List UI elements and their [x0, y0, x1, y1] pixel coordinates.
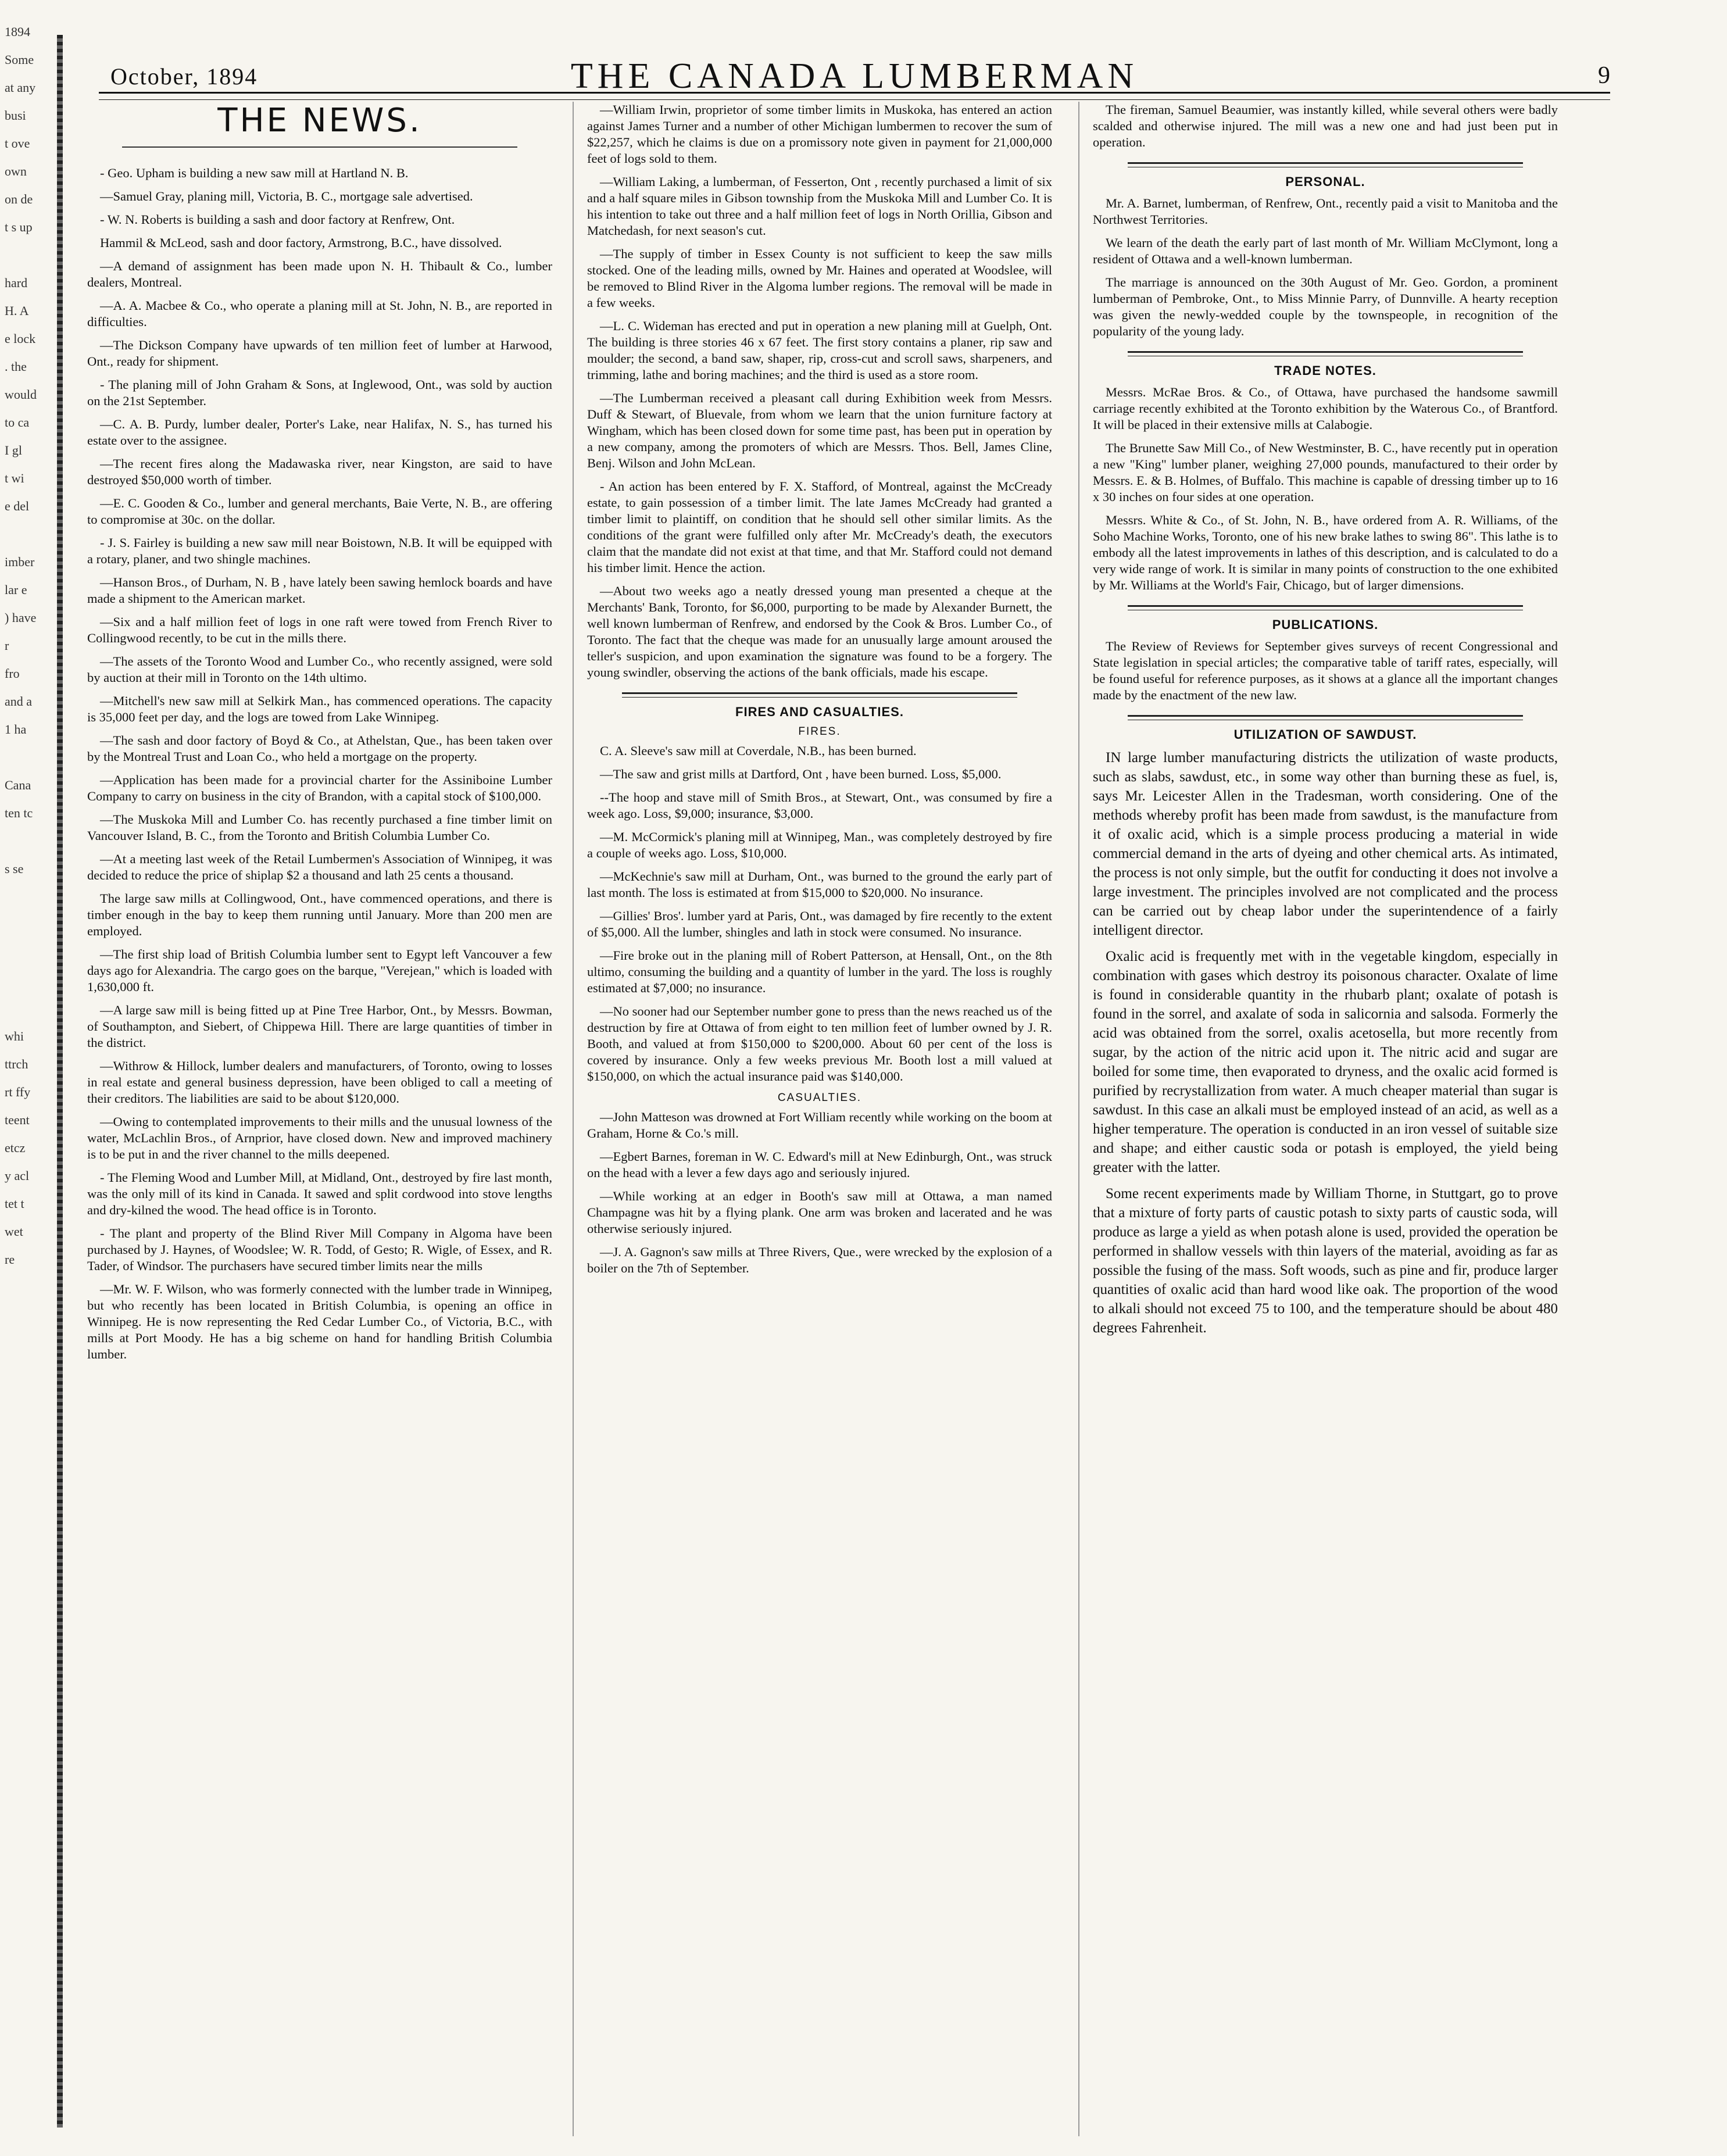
news-item: —The Muskoka Mill and Lumber Co. has recently purchased a fine timber limit on Vancouver Island, B. C., from the Toronto and British Columbia Lumber Co.: [87, 812, 552, 843]
news-item: —The recent fires along the Madawaska river, near Kingston, are said to have destroyed $50,000 worth of timber.: [87, 456, 552, 487]
issue-date: October, 1894: [110, 63, 258, 90]
casualty-item: —While working at an edger in Booth's saw mill at Ottawa, a man named Champagne was hit by a flying plank. One arm was broken and lacerated and he was otherwise seriously injured.: [587, 1189, 1052, 1236]
news-item: - W. N. Roberts is building a sash and door factory at Renfrew, Ont.: [100, 212, 455, 227]
fire-item: —Fire broke out in the planing mill of Robert Patterson, at Hensall, Ont., on the 8th ultimo, consuming the building and a quantity of lumber in the yard. The loss is roughly estimated at $7,000; no insurance.: [587, 948, 1052, 995]
bleed-fragment: y acl: [5, 1168, 30, 1183]
bleed-fragment: I gl: [5, 443, 22, 457]
bleed-fragment: wet: [5, 1224, 23, 1239]
news-item: —Withrow & Hillock, lumber dealers and manufacturers, of Toronto, owing to losses in real estate and general business depression, have been obliged to call a meeting of their creditors. The liabilities are said to be about $120,000.: [87, 1059, 552, 1106]
news-heading: THE NEWS.: [217, 102, 422, 140]
binding-edge: [57, 35, 63, 2128]
news-item: —A. A. Macbee & Co., who operate a planing mill at St. John, N. B., are reported in difficulties.: [87, 298, 552, 329]
article-paragraph: Some recent experiments made by William Thorne, in Stuttgart, go to prove that a mixture of forty parts of caustic potash to sixty parts of caustic soda, will produce as large a yield as when potash alone is used, provided the operation be performed in shallow vessels with thin layers of the material, avoiding as far as possible the fusing of the mass. Soft woods, such as pine and fir, produce larger quantities of oxalic acid than hard wood like oak. The proportion of the wood to alkali should not exceed 75 to 100, and the temperature should be about 480 degrees Fahrenheit.: [1093, 1186, 1558, 1336]
news-item: - J. S. Fairley is building a new saw mill near Boistown, N.B. It will be equipped with a rotary, planer, and two shingle machines.: [87, 535, 552, 566]
fire-item: —Gillies' Bros'. lumber yard at Paris, Ont., was damaged by fire recently to the extent of $5,000. All the lumber, shingles and lath in stock were consumed. No insurance.: [587, 909, 1052, 939]
bleed-fragment: e del: [5, 499, 30, 513]
bleed-fragment: r: [5, 638, 9, 653]
fire-item: —The saw and grist mills at Dartford, Ont , have been burned. Loss, $5,000.: [600, 767, 1002, 781]
bleed-fragment: ttrch: [5, 1057, 28, 1071]
news-item: —C. A. B. Purdy, lumber dealer, Porter's Lake, near Halifax, N. S., has turned his estate over to the assignee.: [87, 417, 552, 448]
page-number: 9: [1598, 62, 1610, 89]
news-item: —Six and a half million feet of logs in one raft were towed from French River to Collingwood recently, to be cut in the mills there.: [87, 614, 552, 645]
fire-item: —No sooner had our September number gone to press than the news reached us of the destruction by fire at Ottawa of from eight to ten million feet of lumber owned by J. R. Booth, and valued at from $150,000 to $200,000. About 60 per cent of the loss is covered by insurance. Only a few weeks previous Mr. Booth lost a mill valued at $150,000, on which the actual insurance paid was $140,000.: [587, 1004, 1052, 1084]
news-items-continued: [587, 102, 1052, 681]
news-item: - An action has been entered by F. X. Stafford, of Montreal, against the McCready estate, to gain possession of a timber limit. The late James McCready had granted a timber limit to plaintiff, on condition that he should sell other similar limits. As the conditions of the grant were fulfilled only after Mr. McCready's death, the executors claim that the mandate did not exist at that time, and that Mr. Stafford could not demand his timber limit. Hence the action.: [587, 479, 1052, 575]
section-rule: [1128, 715, 1523, 720]
publications-heading: PUBLICATIONS.: [1272, 617, 1379, 632]
bleed-fragment: s se: [5, 861, 24, 876]
bleed-fragment: rt ffy: [5, 1085, 31, 1099]
bleed-fragment: at any: [5, 80, 36, 95]
news-item: —William Laking, a lumberman, of Fesserton, Ont , recently purchased a limit of six and a half square miles in Gibson township from the Muskoka Mill and Lumber Co. It is his intention to take out three and a half million feet of logs in North Orillia, Gibson and Matchedash, for next season's cut.: [587, 174, 1052, 238]
bleed-fragment: t s up: [5, 220, 33, 234]
section-rule: [1128, 162, 1523, 167]
bleed-fragment: tet t: [5, 1196, 24, 1211]
bleed-fragment: to ca: [5, 415, 30, 430]
news-item: —William Irwin, proprietor of some timber limits in Muskoka, has entered an action against James Turner and a number of other Michigan lumbermen to recover the sum of $22,257, which he claims is due on a promissory note given in payment for 21,000,000 feet of logs sold to them.: [587, 102, 1052, 166]
bleed-fragment: imber: [5, 555, 35, 569]
fires-casualties-heading: FIRES AND CASUALTIES.: [735, 705, 904, 719]
bleed-fragment: and a: [5, 694, 33, 709]
personal-heading: PERSONAL.: [1285, 174, 1365, 189]
news-item: —A demand of assignment has been made upon N. H. Thibault & Co., lumber dealers, Montreal.: [87, 259, 552, 289]
bleed-fragment: on de: [5, 192, 33, 206]
trade-note: The Brunette Saw Mill Co., of New Westminster, B. C., have recently put in operation a new "King" lumber planer, weighing 27,000 pounds, manufactured to their order by Messrs. E. & B. Holmes, of Buffalo. This machine is capable of dressing timber up to 16 x 30 inches on four sides at one operation.: [1093, 441, 1558, 504]
bleed-fragment: own: [5, 164, 27, 178]
news-item: Hammil & McLeod, sash and door factory, Armstrong, B.C., have dissolved.: [100, 235, 502, 250]
personal-item: We learn of the death the early part of last month of Mr. William McClymont, long a resident of Ottawa and a well-known lumberman.: [1093, 235, 1558, 266]
news-item: —E. C. Gooden & Co., lumber and general merchants, Baie Verte, N. B., are offering to compromise at 30c. on the dollar.: [87, 496, 552, 527]
news-item: The large saw mills at Collingwood, Ont., have commenced operations, and there is timber enough in the bay to keep them running until January. More than 200 men are employed.: [87, 891, 552, 938]
bleed-fragment: t ove: [5, 136, 30, 151]
news-item: —The sash and door factory of Boyd & Co., at Athelstan, Que., has been taken over by the Montreal Trust and Loan Co., who held a mortgage on the property.: [87, 733, 552, 764]
article-paragraph: IN large lumber manufacturing districts the utilization of waste products, such as slabs, sawdust, etc., in some way other than burning these as fuel, is, says Mr. Leicester Allen in the Tradesman, worth considering. One of the methods whereby profit has been made from sawdust, is the manufacture from it of oxalic acid, which is a simple process producing a material in wide commercial demand in the arts of dyeing and other chemical arts. As intimated, the process is not only simple, but the outfit for conducting it does not involve a large investment. The principles involved are not complicated and the process can be carried out by cheap labor under the superintendence of a fairly intelligent director.: [1093, 750, 1558, 938]
bleed-fragment: e lock: [5, 331, 36, 346]
bleed-fragment: re: [5, 1252, 15, 1267]
bleed-fragment: t wi: [5, 471, 24, 485]
news-item: - The planing mill of John Graham & Sons, at Inglewood, Ont., was sold by auction on the 21st September.: [87, 377, 552, 408]
section-rule: [622, 692, 1017, 698]
bleed-fragment: 1 ha: [5, 722, 27, 736]
sawdust-heading: UTILIZATION OF SAWDUST.: [1233, 727, 1417, 742]
column-rule: [1078, 102, 1079, 2136]
casualty-continuation: The fireman, Samuel Beaumier, was instantly killed, while several others were badly scalded and otherwise injured. The mill was a new one and had just been put in operation.: [1093, 102, 1558, 149]
news-item: —Samuel Gray, planing mill, Victoria, B. C., mortgage sale advertised.: [100, 189, 473, 203]
news-item: —Mitchell's new saw mill at Selkirk Man., has commenced operations. The capacity is 35,000 feet per day, and the logs are towed from Lake Winnipeg.: [87, 693, 552, 724]
bleed-fragment: Cana: [5, 778, 31, 792]
masthead: [99, 56, 1610, 96]
news-item: —The supply of timber in Essex County is not sufficient to keep the saw mills stocked. One of the leading mills, owned by Mr. Haines and operated at Woodslee, will be removed to Blind River in the Algoma lumber regions. The removal will be made in a few weeks.: [587, 246, 1052, 310]
fire-item: —M. McCormick's planing mill at Winnipeg, Man., was completely destroyed by fire a couple of weeks ago. Loss, $10,000.: [587, 829, 1052, 860]
news-item: —Hanson Bros., of Durham, N. B , have lately been sawing hemlock boards and have made a shipment to the American market.: [87, 575, 552, 606]
bleed-fragment: teent: [5, 1113, 30, 1127]
news-item: - The Fleming Wood and Lumber Mill, at Midland, Ont., destroyed by fire last month, was the only mill of its kind in Canada. It sawed and split cordwood into stove lengths and dry-kilned the wood. The head office is in Toronto.: [87, 1170, 552, 1217]
column-1: [87, 102, 552, 2136]
newspaper-title: THE CANADA LUMBERMAN: [570, 56, 1139, 96]
news-item: —The assets of the Toronto Wood and Lumber Co., who recently assigned, were sold by auction at their mill in Toronto on the 14th ultimo.: [87, 654, 552, 685]
news-item: —The Lumberman received a pleasant call during Exhibition week from Messrs. Duff & Stewart, of Bluevale, from whom we learn that the union furniture factory at Wingham, which has been closed down for some time past, has been put in operation by a new company, among the promoters of which are Messrs. Thos. Bell, James Cline, Benj. Wilson and John McLean.: [587, 391, 1052, 470]
trade-note: Messrs. White & Co., of St. John, N. B., have ordered from A. R. Williams, of the Soho Machine Works, Toronto, one of his new brake lathes to swing 86". This lathe is to embody all the latest improvements in lathes of this description, and is calculated to do a very wide range of work. It is similar in many points of construction to the one exhibited by Mr. Williams at the World's Fair, Chicago, but of larger dimensions.: [1093, 513, 1558, 592]
column-rule: [573, 102, 574, 2136]
casualties-subheading: CASUALTIES.: [777, 1092, 862, 1104]
article-paragraph: Oxalic acid is frequently met with in the vegetable kingdom, especially in combination with gases which destroy its poisonous character. Oxalate of lime is found in considerable quantity in the rhubarb plant; oxalate of potash is found in the sorrel, and axalate of soda in salicornia and salsoda. Formerly the acid was obtained from the sorrel, oxalis acetosella, but more recently from sugar, by the action of the nitric acid upon it. The nitric acid and sugar are boiled for some time, then evaporated to dryness, and the oxalic acid formed is purified by recrystallization from water. A much cheaper material than sugar is sawdust. In this case an alkali must be employed instead of an acid, as well as a higher temperature. The operation is conducted in an iron vessel of suitable size and shape; and either caustic soda or potash is employed, the yield being greater with the latter.: [1093, 949, 1558, 1175]
bleed-fragment: would: [5, 387, 37, 402]
personal-items: [1093, 195, 1558, 339]
news-item: —About two weeks ago a neatly dressed young man presented a cheque at the Merchants' Bank, Toronto, for $6,000, purporting to be made by Alexander Burnett, the well known lumberman of Renfrew, and endorsed by the Cook & Bros. Lumber Co., of Toronto. The fact that the cheque was made for an unusually large amount aroused the teller's suspicion, and upon examination the signature was found to be a forgery. The young swindler, observing the actions of the bank officials, made his escape.: [587, 584, 1052, 680]
publication-items: [1093, 638, 1558, 703]
news-item: —A large saw mill is being fitted up at Pine Tree Harbor, Ont., by Messrs. Bowman, of Southampton, and Siebert, of Chippewa Hill. There are large quantities of timber in the district.: [87, 1003, 552, 1050]
fire-item: C. A. Sleeve's saw mill at Coverdale, N.B., has been burned.: [600, 743, 917, 758]
bleed-fragment: ten tc: [5, 806, 33, 820]
casualty-item: —John Matteson was drowned at Fort William recently while working on the boom at Graham, Horne & Co.'s mill.: [587, 1110, 1052, 1140]
bleed-fragment: ) have: [5, 610, 37, 625]
bleed-fragment: fro: [5, 666, 20, 681]
trade-notes-heading: TRADE NOTES.: [1274, 363, 1376, 378]
casualty-item: —Egbert Barnes, foreman in W. C. Edward's mill at New Edinburgh, Ont., was struck on the head with a lever a few days ago and seriously injured.: [587, 1149, 1052, 1180]
fire-item: —McKechnie's saw mill at Durham, Ont., was burned to the ground the early part of last month. The loss is estimated at from $15,000 to $20,000. No insurance.: [587, 869, 1052, 900]
news-item: - Geo. Upham is building a new saw mill at Hartland N. B.: [100, 166, 409, 180]
bleed-fragment: H. A: [5, 303, 29, 318]
bleed-fragment: whi: [5, 1029, 24, 1043]
masthead-rule: [99, 92, 1610, 100]
column-3: [1093, 102, 1558, 2136]
heading-rule: [122, 146, 517, 148]
bleed-fragment: busi: [5, 108, 26, 123]
publication-note: The Review of Reviews for September gives surveys of recent Congressional and State legislation in special articles; the comparative table of tariff rates, especially, will be found useful for reference purposes, as it shows at a glance all the important changes made by the enactment of the new law.: [1093, 639, 1558, 702]
trade-note: Messrs. McRae Bros. & Co., of Ottawa, have purchased the handsome sawmill carriage recently exhibited at the Toronto exhibition by the Waterous Co., of Brantford. It will be placed in their extensive mills at Calabogie.: [1093, 385, 1558, 432]
bleed-fragment: Some: [5, 52, 34, 67]
news-item: —Mr. W. F. Wilson, who was formerly connected with the lumber trade in Winnipeg, but who recently has been located in British Columbia, is opening an office in Winnipeg. He is now representing the Red Cedar Lumber Co., of Victoria, B.C., with mills at Port Moody. He has a big scheme on hand for handling British Columbia lumber.: [87, 1282, 552, 1361]
news-item: —L. C. Wideman has erected and put in operation a new planing mill at Guelph, Ont. The building is three stories 46 x 67 feet. The first story contains a planer, rip saw and moulder; the second, a band saw, shaper, rip, cross-cut and scroll saws, sharpeners, and trimming, lathe and boring machines; and the third is used as a store room.: [587, 319, 1052, 382]
casualty-item: —J. A. Gagnon's saw mills at Three Rivers, Que., were wrecked by the explosion of a boiler on the 7th of September.: [587, 1245, 1052, 1275]
section-rule: [1128, 605, 1523, 610]
personal-item: The marriage is announced on the 30th August of Mr. Geo. Gordon, a prominent lumberman of Pembroke, Ont., to Miss Minnie Parry, of Dunnville. A hearty reception was given the newly-wedded couple by the townspeople, in recognition of the popularity of the young lady.: [1093, 275, 1558, 338]
trade-items: [1093, 384, 1558, 593]
fire-item: --The hoop and stave mill of Smith Bros., at Stewart, Ont., was consumed by fire a week ago. Loss, $9,000; insurance, $3,000.: [587, 790, 1052, 821]
news-item: —The Dickson Company have upwards of ten million feet of lumber at Harwood, Ont., ready for shipment.: [87, 338, 552, 369]
left-gutter: [0, 0, 64, 2156]
sawdust-article: [1093, 748, 1558, 1338]
news-item: —The first ship load of British Columbia lumber sent to Egypt left Vancouver a few days ago for Alexandria. The cargo goes on the barque, "Verejean," which is loaded with 1,630,000 ft.: [87, 947, 552, 994]
personal-item: Mr. A. Barnet, lumberman, of Renfrew, Ont., recently paid a visit to Manitoba and the Northwest Territories.: [1093, 196, 1558, 227]
news-item: —Owing to contemplated improvements to their mills and the unusual lowness of the water, McLachlin Bros., of Arnprior, have closed down. New and improved machinery is to be put in and the river channel to the mills deepened.: [87, 1114, 552, 1161]
column-2: [587, 102, 1052, 2136]
fires-items: [587, 743, 1052, 1085]
bleed-fragment: lar e: [5, 582, 27, 597]
fires-subheading: FIRES.: [798, 725, 841, 738]
bleed-fragment: etcz: [5, 1140, 26, 1155]
section-rule: [1128, 351, 1523, 356]
news-item: —At a meeting last week of the Retail Lumbermen's Association of Winnipeg, it was decided to reduce the price of shiplap $2 a thousand and lath 25 cents a thousand.: [87, 852, 552, 882]
bleed-fragment: hard: [5, 276, 28, 290]
news-item: - The plant and property of the Blind River Mill Company in Algoma have been purchased by J. Haynes, of Woodslee; W. R. Todd, of Gesto; R. Wigle, of Essex, and R. Tader, of Windsor. The purchasers have secured timber limits near the mills: [87, 1226, 552, 1273]
bleed-fragment: 1894: [5, 24, 30, 39]
bleed-fragment: . the: [5, 359, 27, 374]
casualties-items: [587, 1109, 1052, 1277]
news-items: [87, 165, 552, 1363]
news-item: —Application has been made for a provincial charter for the Assiniboine Lumber Company to carry on business in the city of Brandon, with a capital stock of $100,000.: [87, 773, 552, 803]
